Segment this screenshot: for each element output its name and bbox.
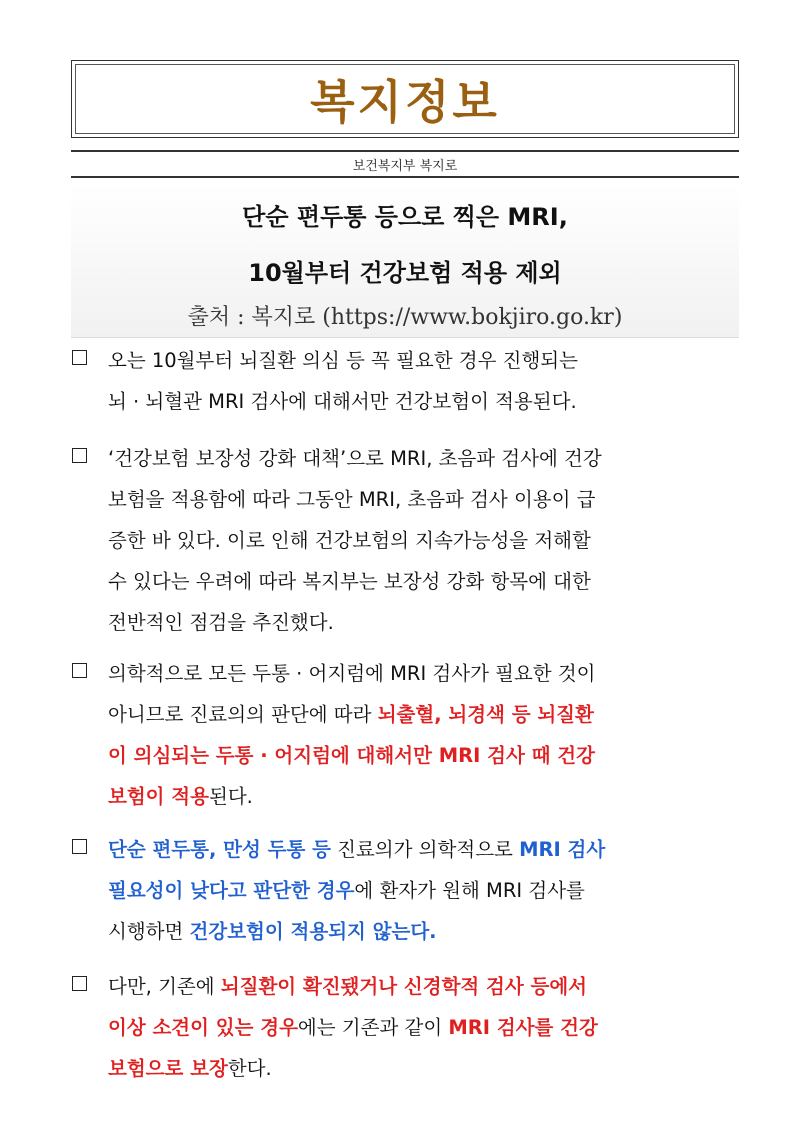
text-line: ‘건강보험 보장성 강화 대책’으로 MRI, 초음파 검사에 건강 — [108, 447, 602, 470]
checkbox-bullet-icon — [72, 976, 87, 991]
text-line: 필요성이 낮다고 판단한 경우 에 환자가 원해 MRI 검사를 — [108, 876, 740, 906]
checkbox-bullet-icon — [72, 350, 87, 365]
text-line — [108, 741, 740, 771]
text-line: 보험을 적용함에 따라 그동안 MRI, 초음파 검사 이용이 급 — [108, 488, 596, 511]
headline-box — [71, 183, 739, 338]
text-line: 오는 10월부터 뇌질환 의심 등 꼭 필요한 경우 진행되는 — [108, 349, 578, 372]
checkbox-bullet-icon — [72, 839, 87, 854]
text-line: 보험으로 보장 한다. — [108, 1054, 740, 1084]
highlight-blue: MRI 검사 — [519, 838, 606, 861]
text-line: 의학적으로 모든 두통 · 어지럼에 MRI 검사가 필요한 것이 — [108, 662, 596, 685]
title-box — [71, 60, 739, 138]
headline-line-1: 단순 편두통 등으로 찍은 MRI, — [242, 203, 568, 231]
checkbox-bullet-icon — [72, 663, 87, 678]
highlight-blue: 필요성이 낮다고 판단한 경우 — [108, 879, 355, 902]
text-line: 보험이 적용 된다. — [108, 782, 740, 812]
text-line: 이상 소견이 있는 경우 에는 기존과 같이 MRI 검사를 건강 — [108, 1013, 740, 1043]
highlight-blue: 건강보험이 적용되지 않는다. — [189, 920, 437, 943]
publisher-bar — [71, 150, 739, 178]
headline-line-2: 10월부터 건강보험 적용 제외 — [248, 259, 562, 287]
headline-source: 출처 : 복지로 (https://www.bokjiro.go.kr) — [187, 305, 623, 330]
text-line: 다만, 기존에 뇌질환이 확진됐거나 신경학적 검사 등에서 — [108, 972, 740, 1002]
highlight-red: 이 의심되는 두통 · 어지럼에 대해서만 MRI 검사 때 건강 — [108, 744, 595, 767]
text-line: 뇌 · 뇌혈관 MRI 검사에 대해서만 건강보험이 적용된다. — [108, 390, 577, 413]
text-line: 수 있다는 우려에 따라 복지부는 보장성 강화 항목에 대한 — [108, 570, 591, 593]
title-inner-frame — [75, 64, 735, 134]
highlight-red: MRI 검사를 건강 — [448, 1016, 598, 1039]
text-line: 전반적인 점검을 추진했다. — [108, 611, 334, 634]
text-line: 아니므로 진료의의 판단에 따라 뇌출혈, 뇌경색 등 뇌질환 — [108, 700, 740, 730]
checkbox-bullet-icon — [72, 448, 87, 463]
publisher-label: 보건복지부 복지로 — [352, 158, 458, 174]
highlight-red: 이상 소견이 있는 경우 — [108, 1016, 298, 1039]
text-line: 단순 편두통, 만성 두통 등 진료의가 의학적으로 MRI 검사 — [108, 835, 740, 865]
highlight-red: 보험으로 보장 — [108, 1057, 228, 1080]
text-line: 시행하면 건강보험이 적용되지 않는다. — [108, 917, 740, 947]
highlight-red: 뇌질환이 확진됐거나 신경학적 검사 등에서 — [220, 975, 588, 998]
text-line: 증한 바 있다. 이로 인해 건강보험의 지속가능성을 저해할 — [108, 529, 591, 552]
page-title: 복지정보 — [310, 75, 500, 129]
highlight-red: 뇌출혈, 뇌경색 등 뇌질환 — [377, 703, 594, 726]
highlight-red: 보험이 적용 — [108, 785, 209, 808]
highlight-blue: 단순 편두통, 만성 두통 등 — [108, 838, 331, 861]
